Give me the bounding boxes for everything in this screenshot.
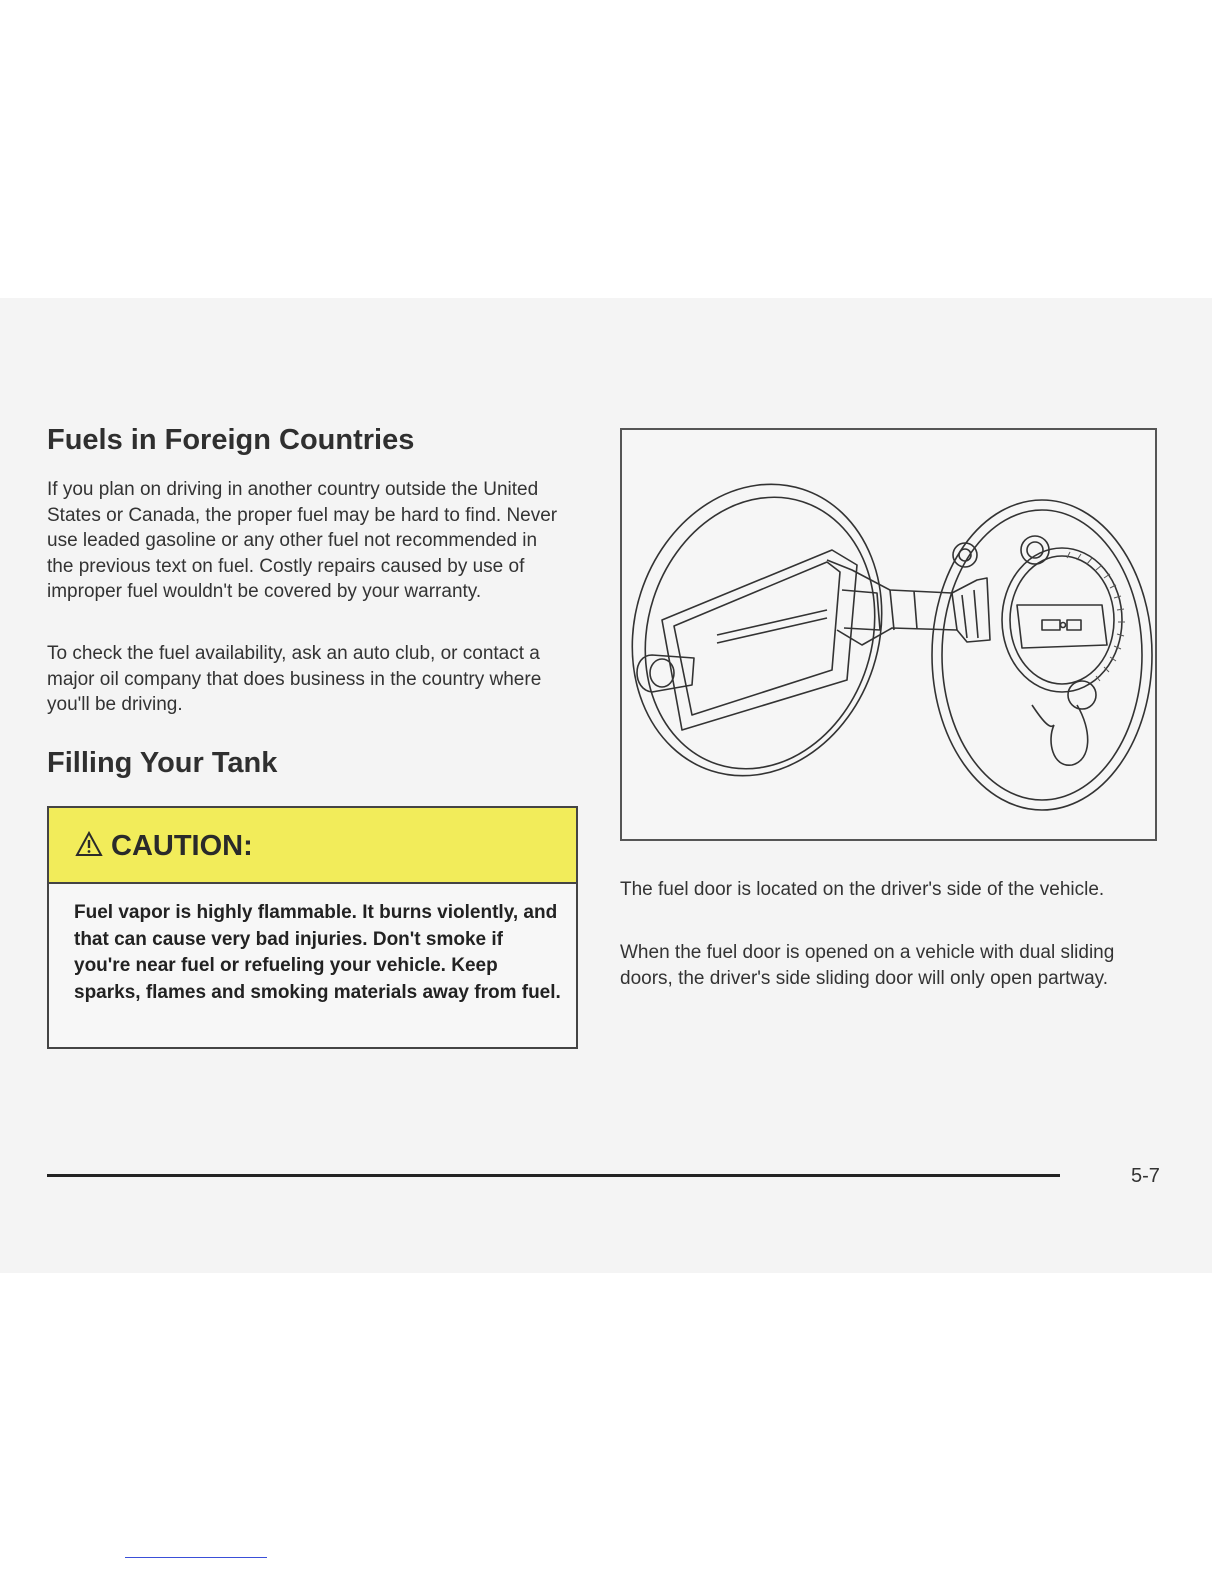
footer-rule	[47, 1174, 1060, 1177]
caution-header	[49, 808, 576, 884]
caution-title-row	[75, 830, 253, 863]
caution-title: CAUTION:	[111, 830, 253, 862]
warning-triangle-icon	[75, 831, 103, 857]
sliding-door-paragraph: When the fuel door is opened on a vehicle with dual sliding doors, the driver's side sliding door will only open partway.	[620, 942, 1115, 989]
fuel-door-location-paragraph: The fuel door is located on the driver's side of the vehicle.	[620, 879, 1105, 900]
page-number: 5-7	[1131, 1165, 1160, 1187]
fuel-door-figure	[620, 428, 1157, 841]
fuels-foreign-heading: Fuels in Foreign Countries	[47, 424, 415, 456]
fuels-foreign-paragraph-1: If you plan on driving in another country outside the United States or Canada, the proper fuel may be hard to find. Never use leaded gasoline or any other fuel not recommended in the previous text on fuel. Costly repairs caused by use of improper fuel wouldn't be covered by your warranty.	[47, 479, 558, 602]
filling-tank-heading: Filling Your Tank	[47, 747, 278, 779]
fuel-door-illustration	[622, 430, 1155, 839]
caution-text: Fuel vapor is highly flammable. It burns violently, and that can cause very bad injuries. Don't smoke if you're near fuel or refueling your vehicle. Keep sparks, flames and smoking materials away from fuel.	[74, 902, 561, 1003]
bottom-link-underline	[125, 1557, 267, 1558]
fuels-foreign-paragraph-2: To check the fuel availability, ask an auto club, or contact a major oil company that does business in the country where you'll be driving.	[47, 643, 542, 715]
caution-box	[47, 806, 578, 1049]
